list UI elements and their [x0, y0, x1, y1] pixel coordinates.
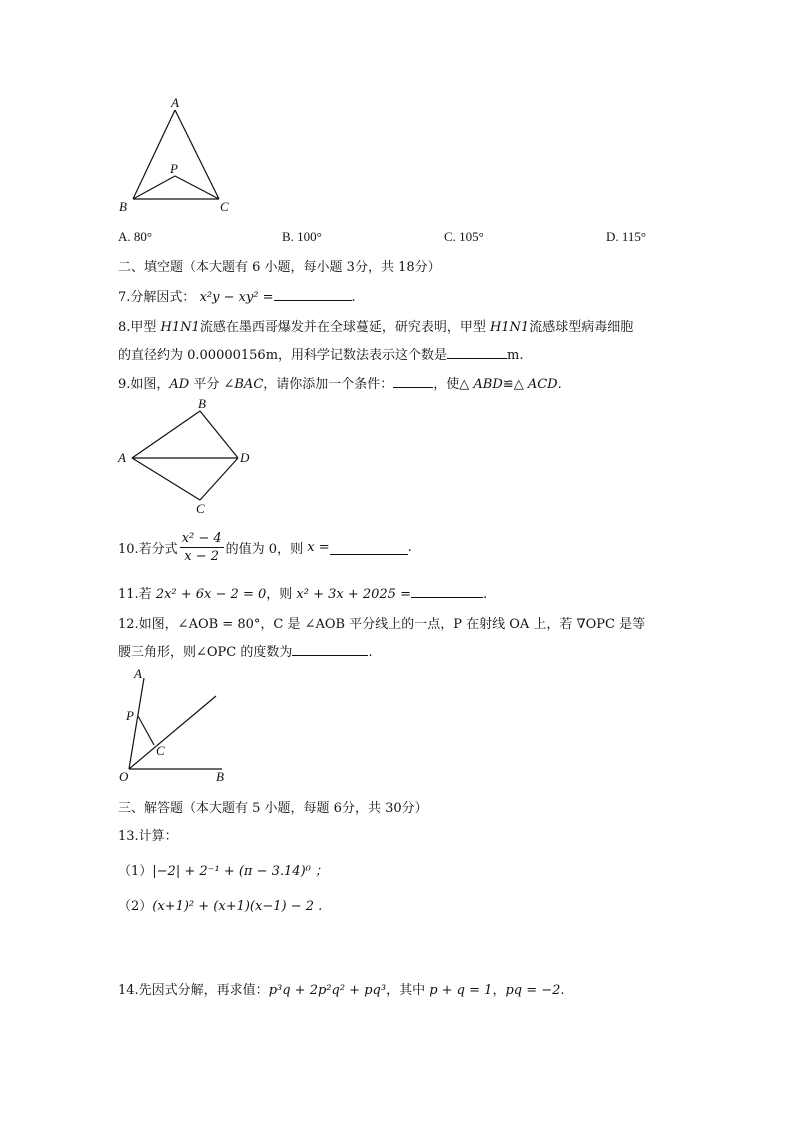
- q9-angle: ∠BAC: [223, 377, 264, 392]
- label-b: B: [216, 769, 224, 784]
- label-p: P: [126, 708, 134, 723]
- section-solutions-heading: 三、解答题（本大题有 5 小题，每题 6分，共 30分）: [118, 801, 428, 816]
- option-d: D. 115°: [606, 229, 647, 244]
- q7-num: 7.: [118, 290, 131, 305]
- q10-numerator: x² − 4: [181, 531, 222, 546]
- q9-abd: ABD: [473, 377, 503, 392]
- q11-text-b: ，则: [266, 587, 297, 602]
- q11-equation: 2x² + 6x − 2 = 0: [155, 587, 267, 602]
- q8-answer-blank[interactable]: [447, 344, 507, 359]
- q10-denominator: x − 2: [184, 549, 220, 564]
- q12-text: 腰三角形，则∠OPC 的度数为: [118, 645, 293, 660]
- option-b: B. 100°: [282, 229, 322, 244]
- q9-ad: AD: [169, 377, 190, 392]
- q14-text-b: ，其中: [386, 983, 430, 998]
- label-a: A: [118, 450, 126, 465]
- question-14: [118, 979, 565, 998]
- q8-text-e: m.: [507, 348, 524, 363]
- question-9: [118, 373, 562, 392]
- q9-acd: ACD: [527, 377, 558, 392]
- label-d: D: [240, 450, 250, 465]
- label-c: C: [196, 501, 205, 516]
- q10-text-b: 的值为 0，则: [225, 542, 308, 557]
- q11-end: .: [482, 587, 488, 602]
- question-8-line-1: [118, 316, 633, 335]
- question-12-line-2: [118, 641, 373, 660]
- q10-x: x: [307, 540, 315, 555]
- q8-text-c: 流感球型病毒细胞: [529, 320, 634, 335]
- question-8-line-2: [118, 344, 524, 363]
- q14-sep: ，: [492, 983, 506, 998]
- q9-text-d: ，使△: [433, 377, 474, 392]
- question-10: [118, 530, 412, 565]
- q8-text-b: 流感在墨西哥爆发并在全球蔓延，研究表明，甲型: [199, 320, 490, 335]
- q13-p1-expression: |−2| + 2⁻¹ + (π − 3.14)⁰ ；: [152, 864, 328, 879]
- q13-p2-label: （2）: [118, 899, 153, 914]
- q14-condition-1: p + q = 1: [429, 983, 493, 998]
- q12-end: .: [368, 645, 373, 660]
- q9-end: .: [557, 377, 562, 392]
- question-13-part-2: [118, 895, 322, 914]
- figure-quadrilateral-abdc: [118, 398, 263, 518]
- q8-h1n1-a: H1N1: [160, 320, 200, 335]
- q8-h1n1-b: H1N1: [489, 320, 530, 335]
- q9-text-c: ，请你添加一个条件：: [263, 377, 394, 392]
- section-fill-in-blank-heading: 二、填空题（本大题有 6 小题，每小题 3分，共 18分）: [118, 260, 441, 275]
- question-13-title: 13.计算：: [118, 829, 178, 844]
- q13-p1-label: （1）: [118, 864, 153, 879]
- option-c: C. 105°: [444, 229, 484, 244]
- q10-fraction: [180, 530, 224, 565]
- q14-end: .: [560, 983, 565, 998]
- q9-text-b: 平分: [189, 377, 224, 392]
- label-b: B: [198, 396, 206, 411]
- q10-end: .: [407, 540, 412, 555]
- q8-text-a: 8.甲型: [118, 320, 161, 335]
- q7-answer-blank[interactable]: [274, 286, 352, 301]
- q14-expression: p³q + 2p²q² + pq³: [268, 983, 387, 998]
- q11-answer-blank[interactable]: [411, 583, 483, 598]
- option-a: A. 80°: [118, 229, 153, 244]
- q14-text-a: 14.先因式分解，再求值：: [118, 983, 269, 998]
- q9-answer-blank[interactable]: [393, 373, 433, 388]
- q10-text-a: 10.若分式: [118, 542, 178, 557]
- question-11: [118, 583, 487, 602]
- question-12-line-1: 12.如图，∠AOB = 80°，C 是 ∠AOB 平分线上的一点，P 在射线 OA 上，若 ∇OPC 是等: [118, 617, 646, 632]
- label-a: A: [134, 666, 142, 681]
- q12-answer-blank[interactable]: [292, 641, 368, 656]
- q8-text-d: 的直径约为 0.00000156m，用科学记数法表示这个数是: [118, 348, 448, 363]
- q7-text: 分解因式：: [130, 290, 196, 305]
- label-c: C: [156, 743, 165, 758]
- label-a: A: [171, 95, 179, 110]
- q7-end: .: [351, 290, 356, 305]
- figure-angle-aob: [118, 666, 238, 786]
- q9-text-a: 9.如图，: [118, 377, 170, 392]
- figure-triangle-abc-p: [118, 95, 248, 220]
- q10-answer-blank[interactable]: [330, 540, 408, 555]
- q11-text-a: 11.若: [118, 587, 156, 602]
- label-b: B: [119, 199, 127, 214]
- q11-expression: x² + 3x + 2025 =: [296, 587, 411, 602]
- label-p: P: [170, 161, 178, 176]
- label-o: O: [119, 769, 129, 784]
- q13-p2-expression: (x+1)² + (x+1)(x−1) − 2 .: [152, 899, 323, 914]
- question-7: [118, 286, 356, 305]
- label-c: C: [220, 199, 229, 214]
- q7-expression: x²y − xy² =: [199, 290, 274, 305]
- q9-cong: ≌△: [502, 377, 528, 392]
- q10-text-c: =: [314, 540, 330, 555]
- q14-condition-2: pq = −2: [505, 983, 561, 998]
- question-13-part-1: [118, 860, 328, 879]
